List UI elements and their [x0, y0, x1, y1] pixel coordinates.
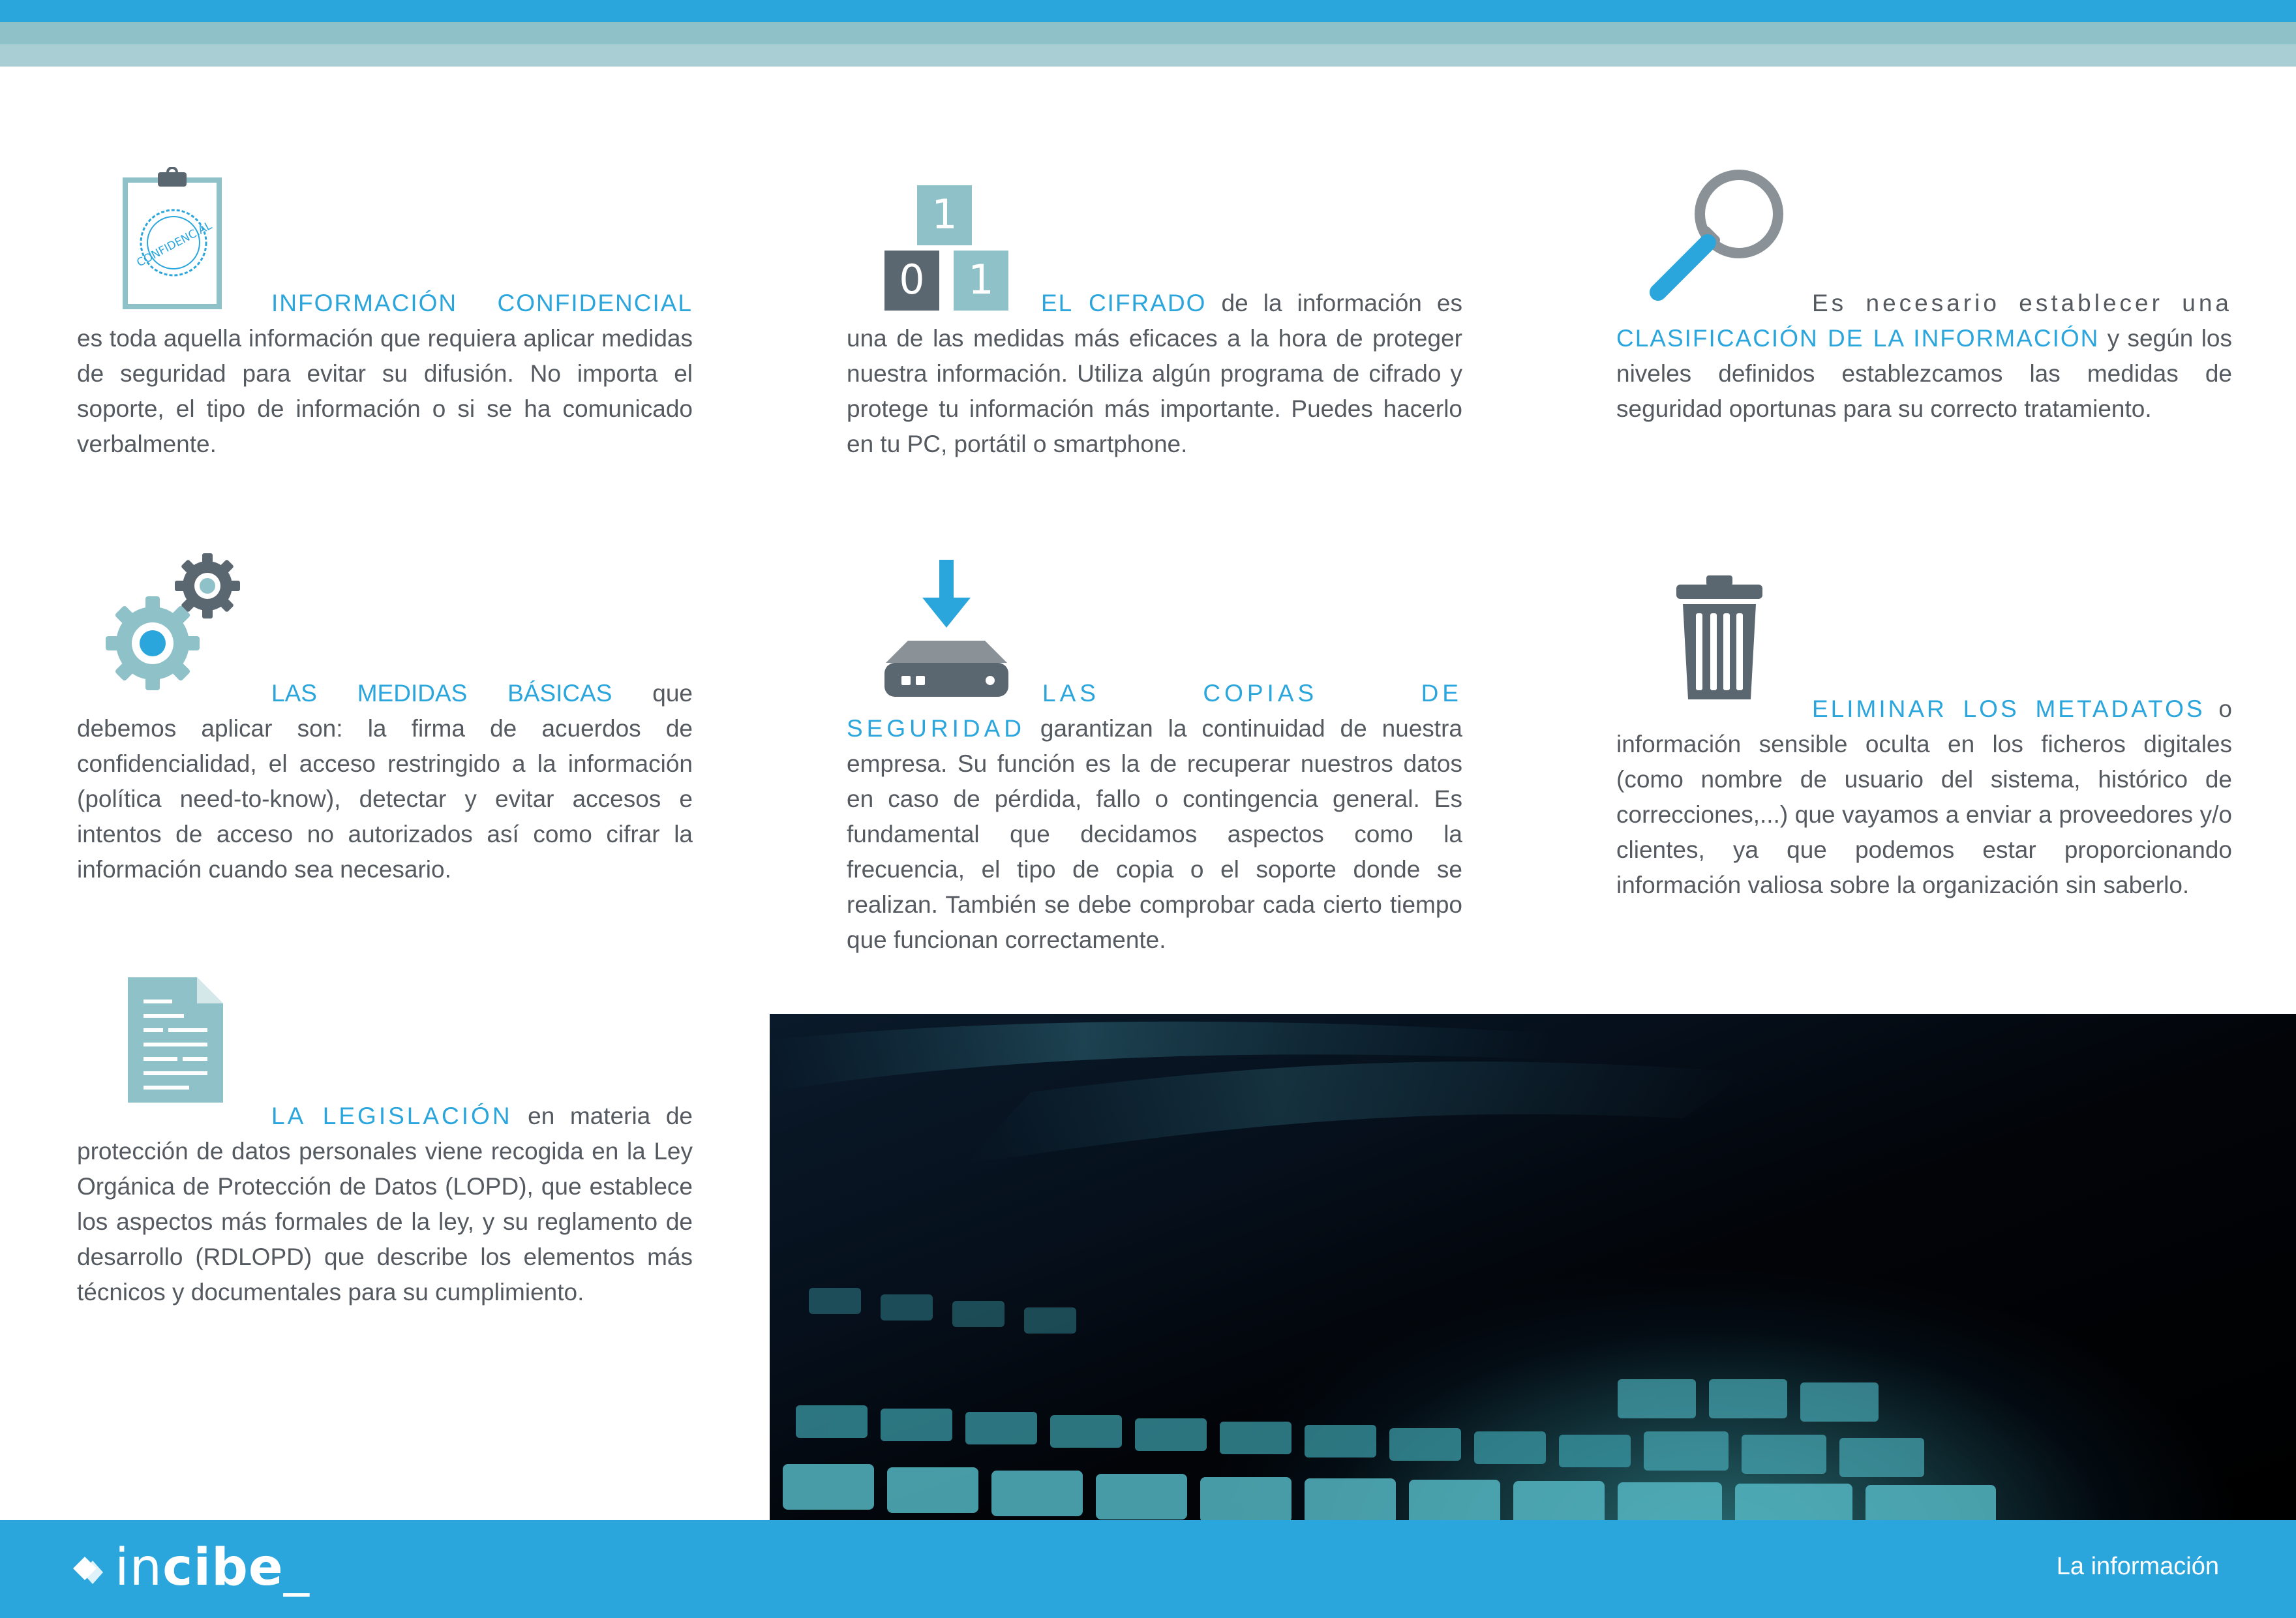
text-medidas: que debemos aplicar son: la firma de acuerdos de confidencialidad, el acceso restringido a la información (política need-to-know), detectar y evitar accesos e intentos de acceso no autorizados así como cifrar la información cuando sea necesario.	[77, 680, 693, 883]
footer-bar	[0, 1520, 2296, 1618]
text-legislacion: en materia de protección de datos personales viene recogida en la Ley Orgánica de Protección de Datos (LOPD), que establece los aspectos más formales de la ley, y su reglamento de desarrollo (RDLOPD) que describe los elementos más técnicos y documentales para su cumplimiento.	[77, 1103, 693, 1305]
heading-copias: LAS COPIAS DE SEGURIDAD	[847, 680, 1462, 742]
stamp-text: CONFIDENCIAL	[134, 219, 215, 270]
section-confidencial	[77, 286, 693, 462]
trash-icon	[1674, 575, 1765, 701]
text-cifrado: de la información es una de las medidas más eficaces a la hora de proteger nuestra información. Utiliza algún programa de cifrado y protege tu información más importante. Puedes hacerlo en tu PC, portátil o smartphone.	[847, 290, 1462, 457]
heading-legislacion: LA LEGISLACIÓN	[271, 1103, 513, 1129]
text-clasificacion-before: Es necesario establecer una	[1812, 290, 2232, 316]
text-confidencial: es toda aquella información que requiera aplicar medidas de seguridad para evitar su difusión. No importa el soporte, el tipo de información o si se ha comunicado verbalmente.	[77, 325, 693, 457]
section-legislacion	[77, 1099, 693, 1310]
heading-clasificacion: CLASIFICACIÓN DE LA INFORMACIÓN	[1616, 325, 2100, 352]
block-right-digit: 1	[968, 256, 994, 303]
incibe-logo-text: incibe_	[115, 1538, 310, 1597]
text-metadatos: o información sensible oculta en los ficheros digitales (como nombre de usuario del sistema, histórico de correcciones,...) que vayamos a enviar a proveedores y/o clientes, ya que podemos estar proporcionando información valiosa sobre la organización sin saberlo.	[1616, 695, 2233, 898]
gears-icon	[104, 549, 244, 693]
section-metadatos	[1616, 692, 2232, 903]
block-left-digit: 0	[899, 256, 925, 303]
text-copias: garantizan la continuidad de nuestra empresa. Su función es la de recuperar nuestros datos en caso de pérdida, fallo o contingencia general. Es fundamental que decidamos aspectos como la frecuencia, el tipo de copia o el soporte donde se realizan. También se debe comprobar cada cierto tiempo que funcionan correctamente.	[847, 715, 1462, 953]
heading-medidas: LAS MEDIDAS BÁSICAS	[271, 680, 612, 707]
text-clasificacion-after: y según los niveles definidos establezcamos las medidas de seguridad oportunas para su correcto tratamiento.	[1616, 325, 2232, 422]
heading-cifrado: EL CIFRADO	[1041, 290, 1207, 316]
document-icon	[128, 977, 223, 1103]
block-top-digit: 1	[931, 191, 958, 238]
incibe-logo-mark	[73, 1541, 112, 1597]
section-medidas	[77, 676, 693, 887]
incibe-logo	[73, 1538, 347, 1597]
top-band-light	[0, 44, 2296, 67]
footer-section-label: La información	[2056, 1553, 2219, 1580]
top-band-blue	[0, 0, 2296, 22]
section-cifrado	[847, 286, 1462, 462]
heading-metadatos: ELIMINAR LOS METADATOS	[1812, 695, 2205, 722]
section-copias	[847, 676, 1462, 958]
keyboard-photo	[770, 1014, 2296, 1520]
section-clasificacion	[1616, 286, 2232, 427]
magnifier-icon	[1648, 167, 1790, 305]
heading-confidencial: INFORMACIÓN CONFIDENCIAL	[271, 290, 693, 316]
top-band-teal	[0, 22, 2296, 44]
